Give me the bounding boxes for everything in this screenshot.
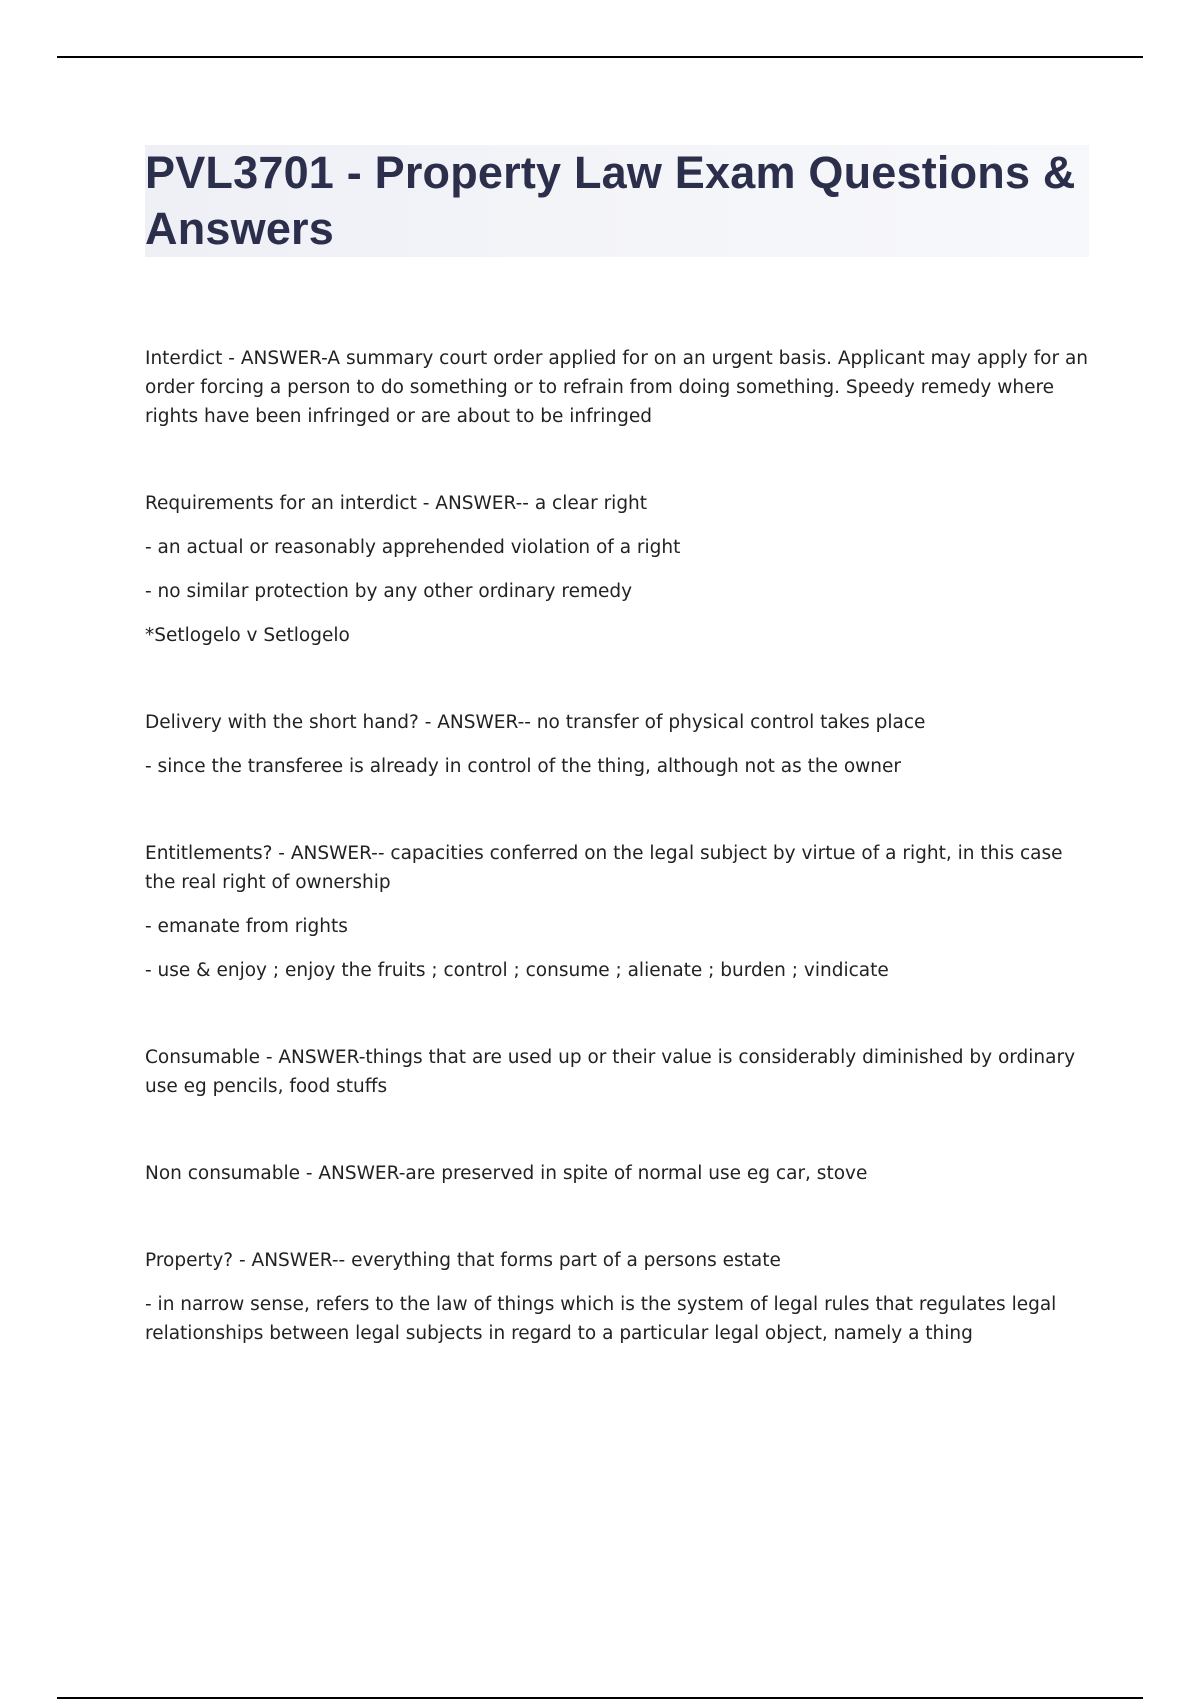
qa-paragraph: Property? - ANSWER-- everything that forms part of a persons estate: [145, 1250, 781, 1271]
qa-paragraph: - an actual or reasonably apprehended violation of a right: [145, 537, 681, 558]
page-title: PVL3701 - Property Law Exam Questions & Answers: [145, 147, 1076, 254]
qa-paragraph: - in narrow sense, refers to the law of things which is the system of legal rules that regulates legal relationships between legal subjects in regard to a particular legal object, namely a thing: [145, 1294, 1057, 1344]
qa-entry-short-hand-delivery: [145, 708, 1095, 781]
qa-entry-non-consumable: [145, 1159, 1095, 1188]
qa-paragraph: Requirements for an interdict - ANSWER-- a clear right: [145, 493, 648, 514]
qa-entry-interdict-requirements: [145, 489, 1095, 650]
qa-paragraph: - no similar protection by any other ordinary remedy: [145, 581, 633, 602]
qa-entry-consumable: [145, 1043, 1095, 1101]
qa-paragraph: - since the transferee is already in control of the thing, although not as the owner: [145, 756, 901, 777]
qa-list: [145, 344, 1095, 1406]
bottom-rule: [57, 1697, 1143, 1699]
qa-paragraph: Consumable - ANSWER-things that are used up or their value is considerably diminished by ordinary use eg pencils, food stuffs: [145, 1047, 1076, 1097]
qa-paragraph: Delivery with the short hand? - ANSWER-- no transfer of physical control takes place: [145, 712, 926, 733]
qa-paragraph: *Setlogelo v Setlogelo: [145, 625, 350, 646]
qa-paragraph: - emanate from rights: [145, 916, 348, 937]
qa-paragraph: Interdict - ANSWER-A summary court order applied for on an urgent basis. Applicant may apply for an order forcing a person to do something or to refrain from doing something. Speedy remedy where rights have been infringed or are about to be infringed: [145, 348, 1089, 427]
qa-paragraph: - use & enjoy ; enjoy the fruits ; control ; consume ; alienate ; burden ; vindicate: [145, 960, 889, 981]
qa-paragraph: Entitlements? - ANSWER-- capacities conferred on the legal subject by virtue of a right, in this case the real right of ownership: [145, 843, 1063, 893]
qa-entry-entitlements: [145, 839, 1095, 985]
qa-entry-interdict: [145, 344, 1095, 431]
qa-paragraph: Non consumable - ANSWER-are preserved in spite of normal use eg car, stove: [145, 1163, 868, 1184]
top-rule: [57, 56, 1143, 58]
qa-entry-property: [145, 1246, 1095, 1348]
